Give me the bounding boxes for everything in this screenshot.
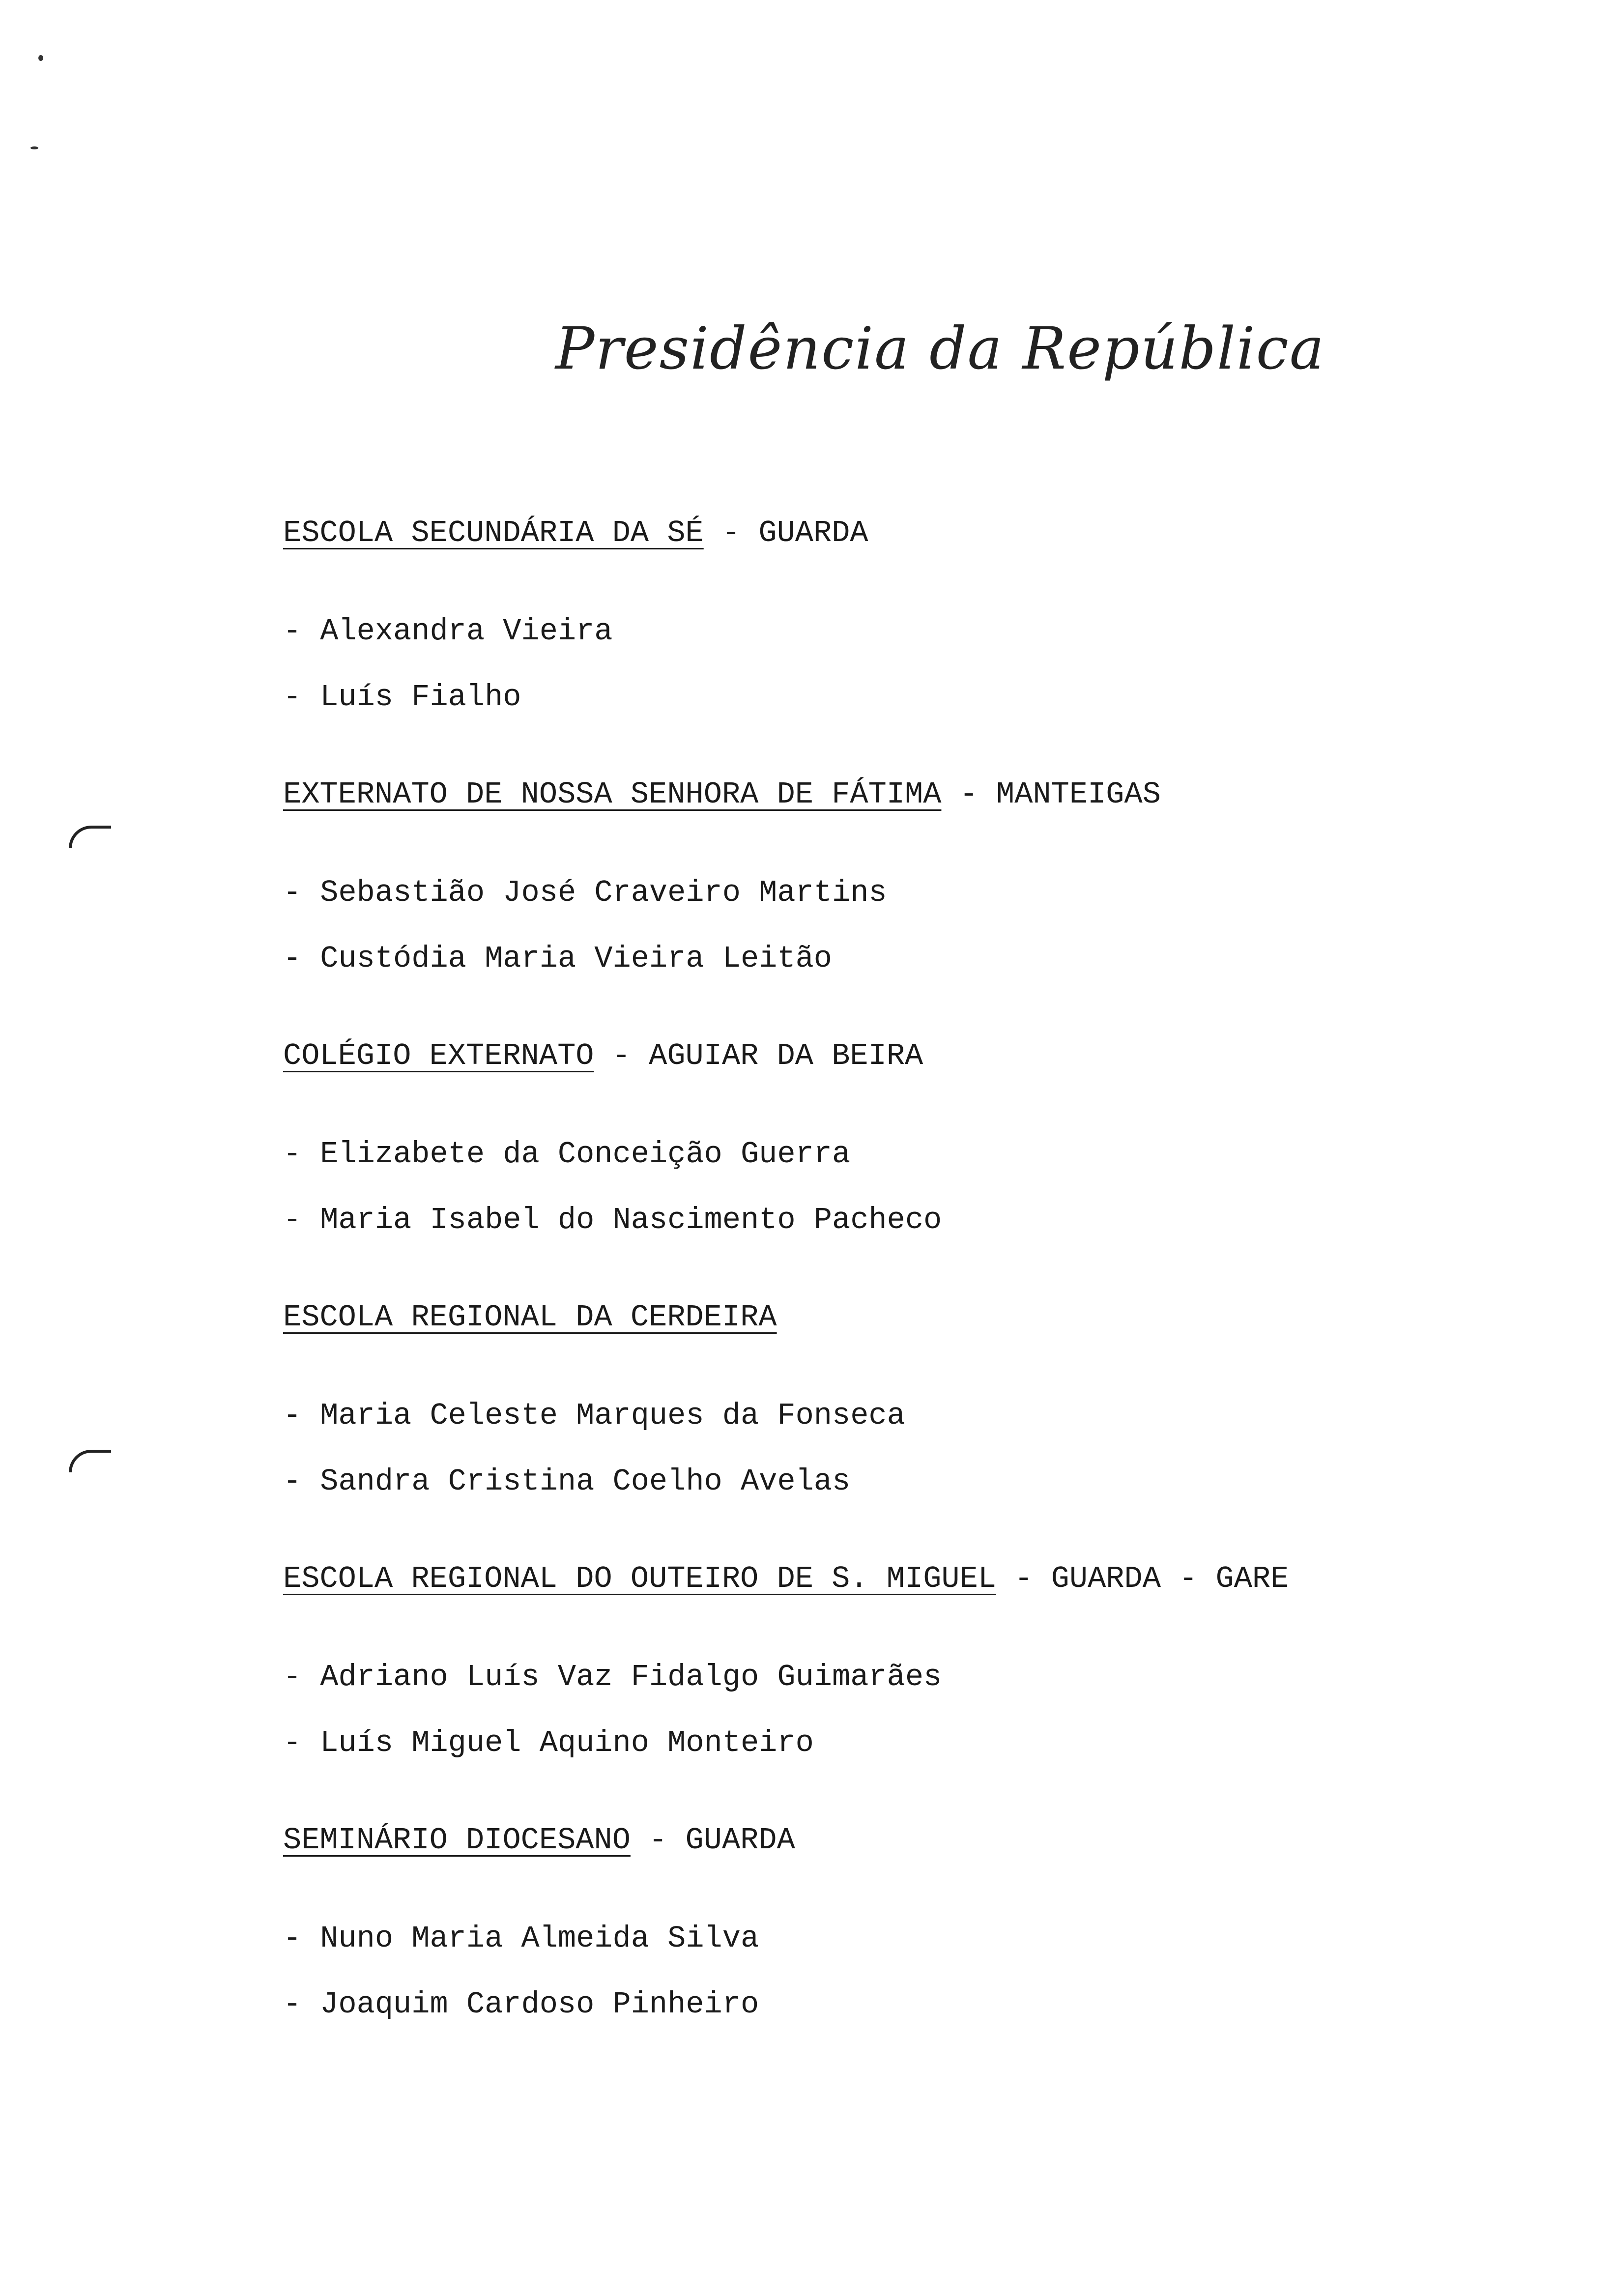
school-name: ESCOLA SECUNDÁRIA DA SÉ <box>283 516 704 550</box>
student-name: Elizabete da Conceição Guerra <box>320 1137 851 1172</box>
school-section <box>283 1295 1512 1504</box>
school-section <box>283 511 1512 719</box>
school-section <box>283 773 1512 981</box>
list-item: - Luís Miguel Aquino Monteiro <box>283 1725 814 1760</box>
list-item: - Alexandra Vieira <box>283 614 613 649</box>
list-item: - Luís Fialho <box>283 680 521 715</box>
school-location: - GUARDA - GARE <box>996 1561 1289 1596</box>
school-section <box>283 1034 1512 1242</box>
school-heading <box>283 511 1512 555</box>
punch-hole-mark <box>69 1450 111 1472</box>
school-location: - AGUIAR DA BEIRA <box>594 1038 923 1073</box>
school-heading <box>283 773 1512 817</box>
student-name: Alexandra Vieira <box>320 614 613 649</box>
school-heading <box>283 1034 1512 1078</box>
list-item: - Nuno Maria Almeida Silva <box>283 1921 759 1956</box>
school-location: - MANTEIGAS <box>941 777 1161 812</box>
student-name: Maria Isabel do Nascimento Pacheco <box>320 1203 942 1237</box>
scan-speck <box>38 55 43 61</box>
school-section <box>283 1557 1512 1765</box>
school-name: EXTERNATO DE NOSSA SENHORA DE FÁTIMA <box>283 777 942 812</box>
punch-hole-mark <box>69 826 111 848</box>
letterhead-title: Presidência da República <box>555 315 1325 382</box>
school-name: ESCOLA REGIONAL DO OUTEIRO DE S. MIGUEL <box>283 1561 997 1596</box>
list-item: - Sandra Cristina Coelho Avelas <box>283 1464 851 1499</box>
student-name: Nuno Maria Almeida Silva <box>320 1921 759 1956</box>
student-name: Sebastião José Craveiro Martins <box>320 875 887 910</box>
student-name: Maria Celeste Marques da Fonseca <box>320 1398 905 1433</box>
list-item: - Joaquim Cardoso Pinheiro <box>283 1987 759 2022</box>
list-item: - Sebastião José Craveiro Martins <box>283 875 887 910</box>
school-heading <box>283 1295 1512 1340</box>
school-name: SEMINÁRIO DIOCESANO <box>283 1823 631 1858</box>
student-name: Custódia Maria Vieira Leitão <box>320 941 832 976</box>
scan-speck <box>30 146 38 149</box>
school-section <box>283 1818 1512 2027</box>
student-name: Joaquim Cardoso Pinheiro <box>320 1987 759 2022</box>
list-item: - Maria Isabel do Nascimento Pacheco <box>283 1203 942 1237</box>
school-heading <box>283 1818 1512 1863</box>
student-name: Luís Miguel Aquino Monteiro <box>320 1725 814 1760</box>
list-item: - Elizabete da Conceição Guerra <box>283 1137 851 1172</box>
student-name: Sandra Cristina Coelho Avelas <box>320 1464 851 1499</box>
school-location: - GUARDA <box>630 1823 795 1858</box>
list-item: - Custódia Maria Vieira Leitão <box>283 941 832 976</box>
school-location: - GUARDA <box>703 516 868 550</box>
student-name: Adriano Luís Vaz Fidalgo Guimarães <box>320 1660 942 1694</box>
school-heading <box>283 1557 1512 1601</box>
list-item: - Adriano Luís Vaz Fidalgo Guimarães <box>283 1660 942 1694</box>
school-name: ESCOLA REGIONAL DA CERDEIRA <box>283 1300 777 1335</box>
list-item: - Maria Celeste Marques da Fonseca <box>283 1398 905 1433</box>
school-name: COLÉGIO EXTERNATO <box>283 1038 594 1073</box>
school-list <box>283 511 1512 2080</box>
student-name: Luís Fialho <box>320 680 521 715</box>
